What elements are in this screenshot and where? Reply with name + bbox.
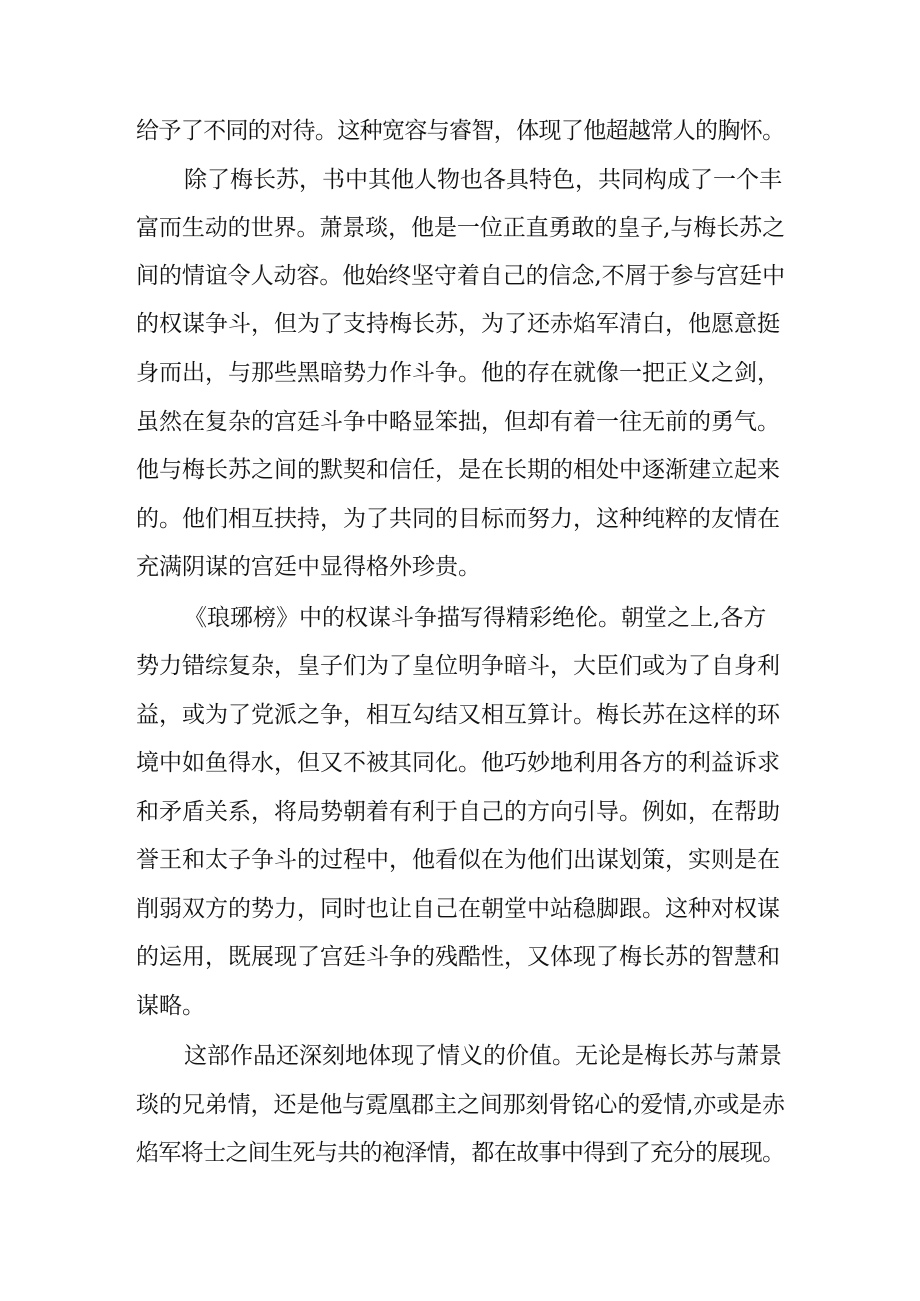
text-line <box>0 1130 920 1176</box>
text-line-content: 身而出，与那些黑暗势力作斗争。他的存在就像一把正义之剑， <box>136 360 780 386</box>
paragraph-first-line <box>0 1033 920 1079</box>
paragraph-first-line <box>0 157 920 203</box>
text-line <box>0 983 920 1029</box>
text-line <box>0 740 920 786</box>
text-line-content: 的。他们相互扶持，为了共同的目标而努力，这种纯粹的友情在 <box>136 506 780 532</box>
text-line-content: 间的情谊令人动容。他始终坚守着自己的信念,不屑于参与宫廷中 <box>136 263 785 289</box>
text-line <box>0 544 920 590</box>
text-line-content: 琰的兄弟情，还是他与霓凰郡主之间那刻骨铭心的爱情,亦或是赤 <box>136 1092 785 1118</box>
text-line-content: 给予了不同的对待。这种宽容与睿智，体现了他超越常人的胸怀。 <box>136 118 785 144</box>
text-line-content: 焰军将士之间生死与共的袍泽情，都在故事中得到了充分的展现。 <box>136 1140 785 1166</box>
text-line-content: 他与梅长苏之间的默契和信任，是在长期的相处中逐渐建立起来 <box>136 457 780 483</box>
text-line-content: 充满阴谋的宫廷中显得格外珍贵。 <box>136 554 481 580</box>
text-line <box>0 934 920 980</box>
text-line <box>0 350 920 396</box>
text-line <box>0 643 920 689</box>
text-line-content: 削弱双方的势力，同时也让自己在朝堂中站稳脚跟。这种对权谋 <box>136 896 780 922</box>
text-line-content: 誉王和太子争斗的过程中，他看似在为他们出谋划策，实则是在 <box>136 847 780 873</box>
text-line <box>0 253 920 299</box>
text-line <box>0 205 920 251</box>
text-line <box>0 301 920 347</box>
paragraph-first-line <box>0 595 920 641</box>
text-line-content: 《琅琊榜》中的权谋斗争描写得精彩绝伦。朝堂之上,各方 <box>184 605 767 631</box>
text-line-content: 和矛盾关系，将局势朝着有利于自己的方向引导。例如，在帮助 <box>136 799 780 825</box>
text-line-content: 虽然在复杂的宫廷斗争中略显笨拙，但却有着一往无前的勇气。 <box>136 409 780 435</box>
text-line-content: 的运用，既展现了宫廷斗争的残酷性，又体现了梅长苏的智慧和 <box>136 944 780 970</box>
text-line <box>0 399 920 445</box>
text-line-content: 的权谋争斗，但为了支持梅长苏，为了还赤焰军清白，他愿意挺 <box>136 311 780 337</box>
text-line-content: 益，或为了党派之争，相互勾结又相互算计。梅长苏在这样的环 <box>136 702 780 728</box>
text-line <box>0 886 920 932</box>
text-line <box>0 447 920 493</box>
text-line <box>0 837 920 883</box>
text-line <box>0 496 920 542</box>
text-line <box>0 1082 920 1128</box>
text-line <box>0 789 920 835</box>
text-line-content: 除了梅长苏，书中其他人物也各具特色，共同构成了一个丰 <box>184 167 782 193</box>
text-line-content: 境中如鱼得水，但又不被其同化。他巧妙地利用各方的利益诉求 <box>136 750 780 776</box>
text-line <box>0 108 920 154</box>
text-line-content: 这部作品还深刻地体现了情义的价值。无论是梅长苏与萧景 <box>184 1043 782 1069</box>
text-line <box>0 692 920 738</box>
text-line-content: 富而生动的世界。萧景琰，他是一位正直勇敢的皇子,与梅长苏之 <box>136 215 785 241</box>
text-line-content: 势力错综复杂，皇子们为了皇位明争暗斗，大臣们或为了自身利 <box>136 653 780 679</box>
text-line-content: 谋略。 <box>136 993 205 1019</box>
